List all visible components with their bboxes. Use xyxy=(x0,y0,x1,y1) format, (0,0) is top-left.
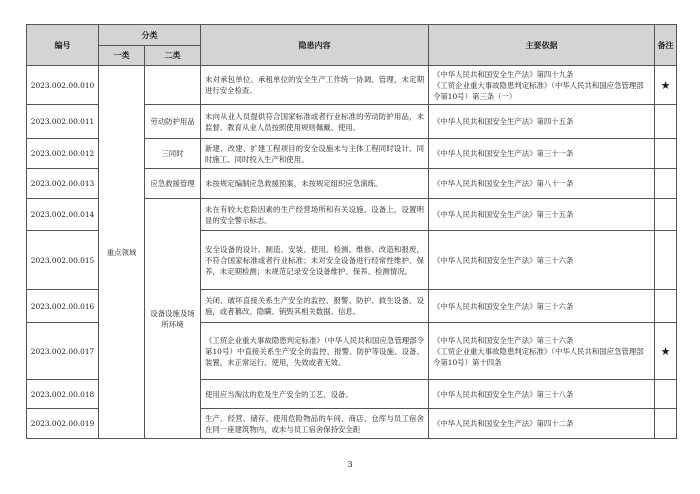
star-mark: ★ xyxy=(655,323,677,380)
hazard-content: 未在有较大危险因素的生产经营场所和有关设施、设备上，设置明显的安全警示标志。 xyxy=(201,199,429,231)
header-category: 分类 xyxy=(99,25,201,46)
note-cell xyxy=(655,380,677,409)
category-level1: 重点领域 xyxy=(99,66,145,439)
category-level2: 应急救援管理 xyxy=(145,169,201,199)
row-code: 2023.002.00.013 xyxy=(27,169,99,199)
category-level2: 劳动防护用品 xyxy=(145,105,201,139)
header-hazard: 隐患内容 xyxy=(201,25,429,66)
basis-text: 《中华人民共和国安全生产法》第三十六条 xyxy=(429,231,655,290)
basis-text: 《中华人民共和国安全生产法》第三十五条 xyxy=(429,199,655,231)
row-code: 2023.002.00.011 xyxy=(27,105,99,139)
category-level2: 设备设施及场所环境 xyxy=(145,199,201,439)
row-code: 2023.002.00.019 xyxy=(27,409,99,439)
note-cell xyxy=(655,169,677,199)
basis-text: 《中华人民共和国安全生产法》第三十六条 xyxy=(429,290,655,323)
hazard-content: 使用应当淘汰的危及生产安全的工艺、设备。 xyxy=(201,380,429,409)
note-cell xyxy=(655,139,677,169)
header-note: 备注 xyxy=(655,25,677,66)
category-level2-empty xyxy=(145,66,201,105)
header-basis: 主要依据 xyxy=(429,25,655,66)
hazard-content: 未向从业人员提供符合国家标准或者行业标准的劳动防护用品，未监督、教育从业人员按照使用规则佩戴、使用。 xyxy=(201,105,429,139)
basis-text: 《中华人民共和国安全生产法》第四十五条 xyxy=(429,105,655,139)
row-code: 2023.002.00.010 xyxy=(27,66,99,105)
basis-text: 《中华人民共和国安全生产法》第八十一条 xyxy=(429,169,655,199)
row-code: 2023.002.00.018 xyxy=(27,380,99,409)
header-code: 编号 xyxy=(27,25,99,66)
row-code: 2023.002.00.014 xyxy=(27,199,99,231)
table-row xyxy=(27,66,677,105)
hazard-table xyxy=(26,24,677,439)
header-level1: 一类 xyxy=(99,46,145,66)
basis-text: 《中华人民共和国安全生产法》第三十八条 xyxy=(429,380,655,409)
basis-text: 《中华人民共和国安全生产法》第四十九条 《工贸企业重大事故隐患判定标准》（中华人民共和国应急管理部令第10号）第三条（一） xyxy=(429,66,655,105)
basis-text: 《中华人民共和国安全生产法》第四十二条 xyxy=(429,409,655,439)
note-cell xyxy=(655,105,677,139)
category-level2: 三同时 xyxy=(145,139,201,169)
note-cell xyxy=(655,290,677,323)
note-cell xyxy=(655,231,677,290)
row-code: 2023.002.00.012 xyxy=(27,139,99,169)
hazard-content: 新建、改建、扩建工程项目的安全设施未与主体工程同时设计、同时施工、同时投入生产和使用。 xyxy=(201,139,429,169)
basis-text: 《中华人民共和国安全生产法》第三十一条 xyxy=(429,139,655,169)
hazard-content: 《工贸企业重大事故隐患判定标准》（中华人民共和国应急管理部令第10号）中直接关系生产安全的监控、报警、防护等设施、设备、装置，未正常运行、使用，失效或者无效。 xyxy=(201,323,429,380)
row-code: 2023.002.00.015 xyxy=(27,231,99,290)
note-cell xyxy=(655,199,677,231)
hazard-content: 安全设备的设计、制造、安装、使用、检测、维修、改造和报废，不符合国家标准或者行业标准；未对安全设备进行经常性维护、保养，未定期检测；未规范记录安全设备维护、保养、检测情况。 xyxy=(201,231,429,290)
hazard-content: 未对承包单位、承租单位的安全生产工作统一协调、管理，未定期进行安全检查。 xyxy=(201,66,429,105)
basis-text: 《中华人民共和国安全生产法》第三十六条 《工贸企业重大事故隐患判定标准》（中华人民共和国应急管理部令第10号）第十四条 xyxy=(429,323,655,380)
row-code: 2023.002.00.016 xyxy=(27,290,99,323)
note-cell xyxy=(655,409,677,439)
hazard-content: 生产、经营、储存、使用危险物品的车间、商店、仓库与员工宿舍在同一座建筑物内，或未与员工宿舍保持安全距 xyxy=(201,409,429,439)
page-number: 3 xyxy=(347,460,353,469)
header-level2: 二类 xyxy=(145,46,201,66)
row-code: 2023.002.00.017 xyxy=(27,323,99,380)
star-mark: ★ xyxy=(655,66,677,105)
hazard-content: 未按规定编制应急救援预案，未按规定组织应急演练。 xyxy=(201,169,429,199)
document-page xyxy=(26,24,676,439)
hazard-content: 关闭、破坏直接关系生产安全的监控、报警、防护、救生设备、设施，或者篡改、隐瞒、销毁其相关数据、信息。 xyxy=(201,290,429,323)
